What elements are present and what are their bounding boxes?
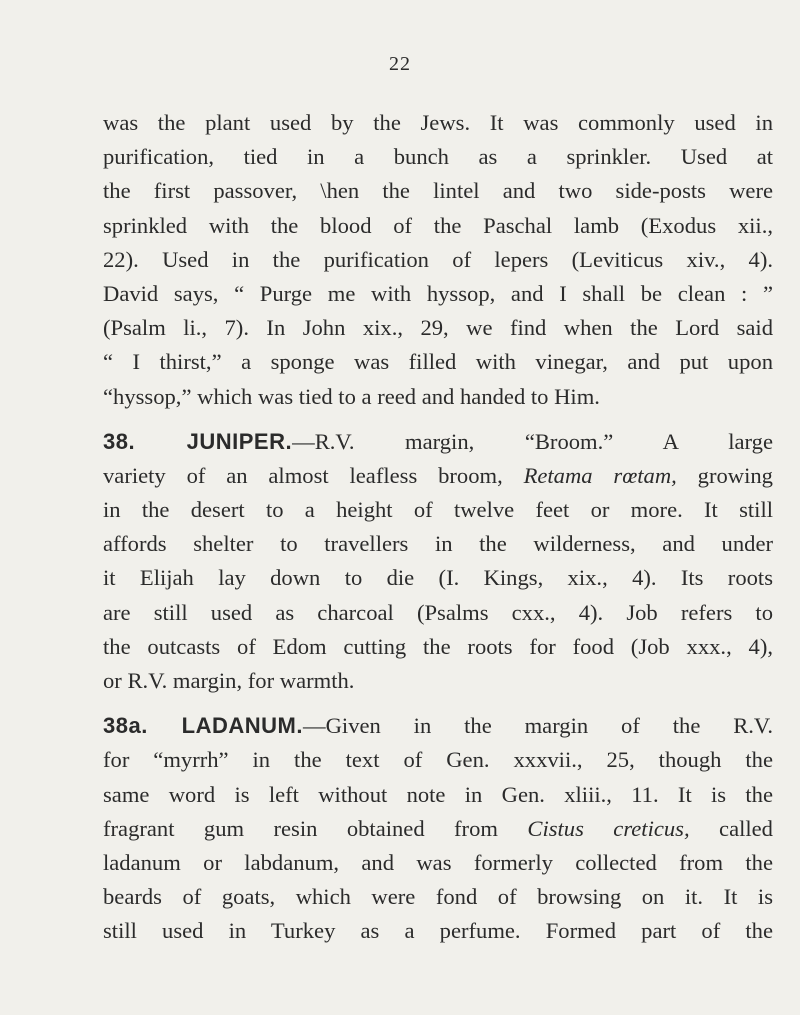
entry-heading xyxy=(103,429,292,454)
text-line: still used in Turkey as a perfume. Formed part of the xyxy=(103,918,773,944)
entry-title: LADANUM. xyxy=(181,713,303,739)
text-line: in the desert to a height of twelve feet or more. It still xyxy=(103,497,773,523)
text-line: (Psalm li., 7). In John xix., 29, we find when the Lord said xyxy=(103,315,773,341)
text-line: the outcasts of Edom cutting the roots for food (Job xxx., 4), xyxy=(103,633,773,659)
text-line: it Elijah lay down to die (I. Kings, xix., 4). Its roots xyxy=(103,565,773,591)
entry-first-line xyxy=(103,425,773,459)
entry-text: —Given in the margin of the R.V. xyxy=(303,713,773,739)
text-span: growing xyxy=(697,462,773,488)
text-line: beards of goats, which were fond of browsing on it. It is xyxy=(103,884,773,910)
text-line xyxy=(103,812,773,846)
entry-text: —R.V. margin, “Broom.” A large xyxy=(292,428,773,454)
latin-name: Cistus creticus, xyxy=(527,815,690,841)
entry-number: 38. xyxy=(103,428,136,454)
entry-title: JUNIPER. xyxy=(186,428,293,454)
text-line: “hyssop,” which was tied to a reed and handed to Him. xyxy=(103,383,600,409)
latin-name: Retama rœtam, xyxy=(523,462,677,488)
text-line: was the plant used by the Jews. It was commonly used in xyxy=(103,110,773,135)
text-line: David says, “ Purge me with hyssop, and I shall be clean : ” xyxy=(103,280,773,306)
text-line: 22). Used in the purification of lepers (Leviticus xiv., 4). xyxy=(103,246,773,272)
text-span: called xyxy=(719,815,773,841)
text-line: same word is left without note in Gen. xliii., 11. It is the xyxy=(103,781,773,807)
text-line: are still used as charcoal (Psalms cxx., 4). Job refers to xyxy=(103,599,773,625)
text-line: ladanum or labdanum, and was formerly collected from the xyxy=(103,849,773,875)
text-line: or R.V. margin, for warmth. xyxy=(103,668,355,693)
text-span: fragrant gum resin obtained from xyxy=(103,815,498,841)
text-line: purification, tied in a bunch as a sprinkler. Used at xyxy=(103,144,773,170)
entry-first-line xyxy=(103,709,773,743)
text-line: the first passover, \hen the lintel and two side-posts were xyxy=(103,178,773,204)
paragraph-hyssop-continued xyxy=(103,106,773,414)
entry-heading xyxy=(103,713,303,738)
entry-ladanum xyxy=(103,709,773,948)
text-line: for “myrrh” in the text of Gen. xxxvii., 25, though the xyxy=(103,747,773,773)
text-line xyxy=(103,459,773,493)
text-line: “ I thirst,” a sponge was filled with vinegar, and put upon xyxy=(103,349,773,375)
text-span: variety of an almost leafless broom, xyxy=(103,462,503,488)
page-body xyxy=(103,106,773,949)
entry-juniper xyxy=(103,425,773,699)
text-line: sprinkled with the blood of the Paschal lamb (Exodus xii., xyxy=(103,212,773,238)
entry-number: 38a. xyxy=(103,713,148,739)
text-line: affords shelter to travellers in the wilderness, and under xyxy=(103,531,773,557)
page-number: 22 xyxy=(389,53,411,75)
